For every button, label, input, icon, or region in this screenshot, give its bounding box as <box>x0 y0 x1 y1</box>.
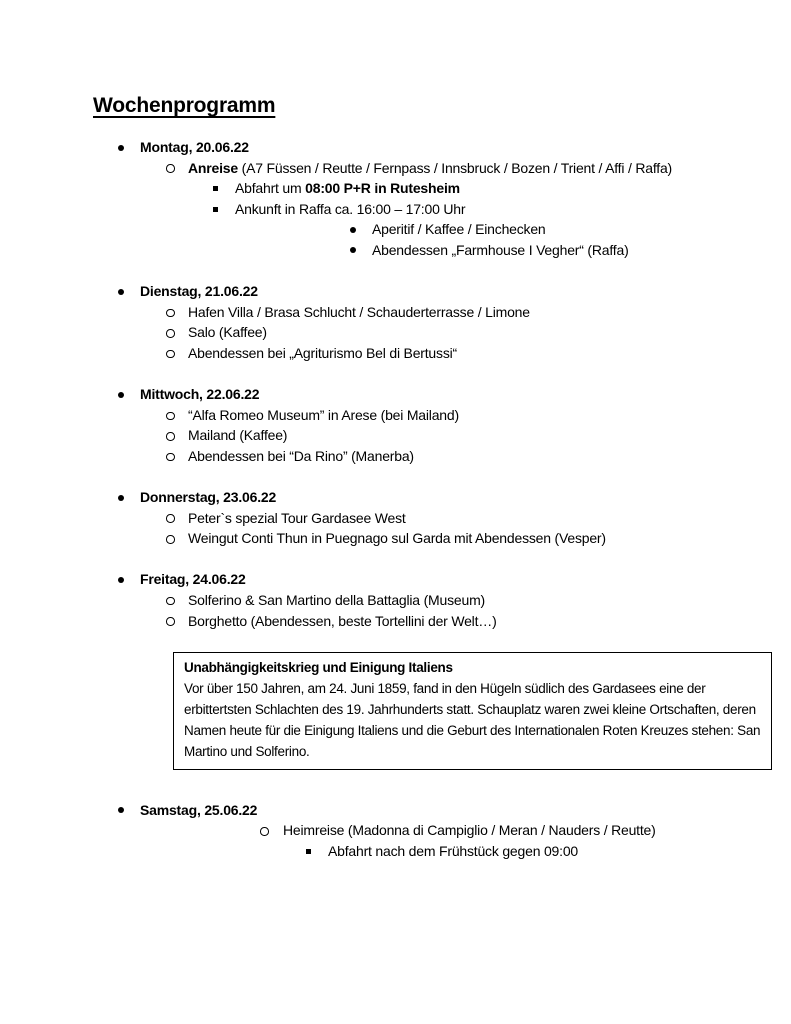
day-block <box>93 384 791 466</box>
day-heading-label: Samstag, 25.06.22 <box>140 801 258 818</box>
list-item-text: “Alfa Romeo Museum” in Arese (bei Mailand) <box>188 406 459 423</box>
list-item <box>93 219 791 240</box>
circle-bullet-icon <box>166 535 175 544</box>
list-item <box>93 405 791 426</box>
circle-bullet-icon <box>166 514 175 523</box>
day-heading <box>93 569 791 590</box>
list-item-text: Mailand (Kaffee) <box>188 427 288 444</box>
list-item-text: Abendessen bei “Da Rino” (Manerba) <box>188 447 414 464</box>
list-item-text: Borghetto (Abendessen, beste Tortellini der Welt…) <box>188 612 497 629</box>
circle-bullet-icon <box>166 412 175 421</box>
page-title: Wochenprogramm <box>93 94 276 117</box>
list-item-text: Anreise (A7 Füssen / Reutte / Fernpass / Innsbruck / Bozen / Trient / Affi / Raffa) <box>188 159 673 176</box>
circle-bullet-icon <box>166 597 175 606</box>
list-item-text: Peter`s spezial Tour Gardasee West <box>188 509 406 526</box>
list-item <box>93 508 791 529</box>
disc-bullet-icon <box>118 495 124 501</box>
square-bullet-icon <box>306 849 311 854</box>
day-block <box>93 800 791 862</box>
list-item <box>93 343 791 364</box>
day-heading-label: Mittwoch, 22.06.22 <box>140 386 260 403</box>
list-item-text: Weingut Conti Thun in Puegnago sul Garda mit Abendessen (Vesper) <box>188 530 606 547</box>
day-heading-label: Dienstag, 21.06.22 <box>140 283 258 300</box>
list-item <box>93 199 791 220</box>
list-item <box>93 820 791 841</box>
list-item <box>93 446 791 467</box>
circle-bullet-icon <box>166 432 175 441</box>
disc-bullet-icon <box>350 227 356 233</box>
square-bullet-icon <box>213 207 218 212</box>
day-blocks-after-box <box>93 800 791 862</box>
list-item-text: Salo (Kaffee) <box>188 324 267 341</box>
list-item-text: Aperitif / Kaffee / Einchecken <box>372 221 546 238</box>
list-item <box>93 528 791 549</box>
day-blocks-before-box <box>93 137 791 631</box>
disc-bullet-icon <box>118 577 124 583</box>
circle-bullet-icon <box>166 329 175 338</box>
list-item-text: Abfahrt nach dem Frühstück gegen 09:00 <box>328 843 579 860</box>
circle-bullet-icon <box>166 453 175 462</box>
list-item-text: Solferino & San Martino della Battaglia (Museum) <box>188 592 485 609</box>
day-heading-label: Montag, 20.06.22 <box>140 139 249 155</box>
disc-bullet-icon <box>118 807 124 813</box>
list-item-text: Heimreise (Madonna di Campiglio / Meran / Nauders / Reutte) <box>283 822 656 839</box>
circle-bullet-icon <box>166 309 175 318</box>
list-item-text: Hafen Villa / Brasa Schlucht / Schauderterrasse / Limone <box>188 303 530 320</box>
list-item <box>93 425 791 446</box>
disc-bullet-icon <box>118 145 124 151</box>
day-heading <box>93 800 791 821</box>
day-block <box>93 487 791 549</box>
info-box-title: Unabhängigkeitskrieg und Einigung Italiens <box>184 659 453 675</box>
list-item-text: Abendessen „Farmhouse I Vegher“ (Raffa) <box>372 241 629 258</box>
list-item-text: Abendessen bei „Agriturismo Bel di Bertussi“ <box>188 344 457 361</box>
week-program <box>93 137 791 862</box>
day-heading-label: Donnerstag, 23.06.22 <box>140 489 277 506</box>
day-heading <box>93 487 791 508</box>
list-item-text: Abfahrt um 08:00 P+R in Rutesheim <box>235 180 460 197</box>
day-heading <box>93 384 791 405</box>
list-item <box>93 240 791 261</box>
list-item <box>93 302 791 323</box>
list-item-text: Ankunft in Raffa ca. 16:00 – 17:00 Uhr <box>235 200 466 217</box>
disc-bullet-icon <box>118 392 124 398</box>
circle-bullet-icon <box>166 350 175 359</box>
day-block <box>93 569 791 631</box>
day-block <box>93 137 791 261</box>
circle-bullet-icon <box>166 164 175 173</box>
list-item <box>93 611 791 632</box>
list-item <box>93 841 791 862</box>
list-item <box>93 178 791 199</box>
day-block <box>93 281 791 363</box>
square-bullet-icon <box>213 186 218 191</box>
list-item <box>93 322 791 343</box>
info-box <box>173 652 772 770</box>
list-item <box>93 158 791 179</box>
disc-bullet-icon <box>118 289 124 295</box>
circle-bullet-icon <box>260 827 269 836</box>
day-heading-label: Freitag, 24.06.22 <box>140 571 246 588</box>
day-heading <box>93 137 791 158</box>
disc-bullet-icon <box>350 247 356 253</box>
list-item <box>93 590 791 611</box>
day-heading <box>93 281 791 302</box>
info-box-body: Vor über 150 Jahren, am 24. Juni 1859, fand in den Hügeln südlich des Gardasees eine der erbittertsten Schlachten des 19. Jahrhunderts statt. Schauplatz waren zwei kleine Ortschaften, deren Namen heute für die Einigung Italiens und die Geburt des Internationalen Roten Kreuzes stehen: San Martino und Solferino. <box>184 680 761 759</box>
circle-bullet-icon <box>166 617 175 626</box>
